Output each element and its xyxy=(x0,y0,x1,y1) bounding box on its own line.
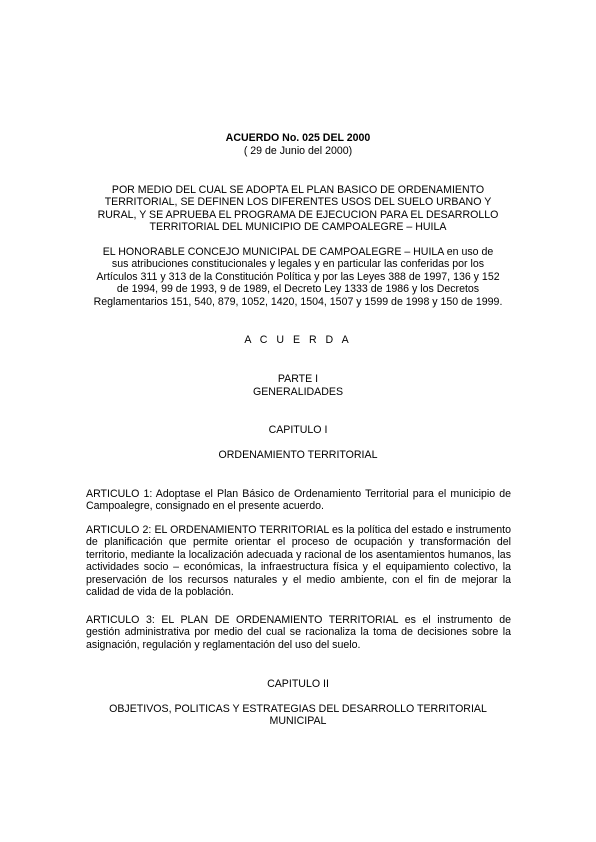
authority-line: sus atribuciones constitucionales y legales y en particular las conferidas por los xyxy=(111,258,485,271)
authority-line: EL HONORABLE CONCEJO MUNICIPAL DE CAMPOALEGRE – HUILA en uso de xyxy=(102,246,494,258)
purpose-statement xyxy=(72,184,524,234)
purpose-line: RURAL, Y SE APRUEBA EL PROGRAMA DE EJECUCION PARA EL DESARROLLO xyxy=(97,208,499,221)
chapter-2-number: CAPITULO II xyxy=(267,678,329,690)
chapter-1-number: CAPITULO I xyxy=(268,424,328,436)
authority-statement xyxy=(72,246,524,308)
purpose-line: POR MEDIO DEL CUAL SE ADOPTA EL PLAN BASICO DE ORDENAMIENTO xyxy=(111,184,485,196)
purpose-line: TERRITORIAL DEL MUNICIPIO DE CAMPOALEGRE – HUILA xyxy=(149,221,447,234)
part-number: PARTE I xyxy=(277,373,319,385)
article-3: ARTICULO 3: EL PLAN DE ORDENAMIENTO TERRITORIAL es el instrumento de gestión administrativa por medio del cual se racionaliza la toma de decisiones sobre la asignación, regulación y reglamentación del uso del suelo. xyxy=(86,614,511,651)
chapter-2-name-line: MUNICIPAL xyxy=(269,715,327,728)
authority-line: de 1994, 99 de 1993, 9 de 1989, el Decreto Ley 1333 de 1986 y los Decretos xyxy=(116,283,480,296)
purpose-line: TERRITORIAL, SE DEFINEN LOS DIFERENTES USOS DEL SUELO URBANO Y xyxy=(104,196,492,209)
article-1: ARTICULO 1: Adoptase el Plan Básico de Ordenamiento Territorial para el municipio de Campoalegre, consignado en el presente acuerdo. xyxy=(86,488,511,513)
chapter-1-name: ORDENAMIENTO TERRITORIAL xyxy=(218,449,378,461)
agreement-date: ( 29 de Junio del 2000) xyxy=(243,145,353,157)
authority-line: Artículos 311 y 313 de la Constitución Política y por las Leyes 388 de 1997, 136 y 152 xyxy=(96,270,500,283)
part-name: GENERALIDADES xyxy=(252,386,344,398)
chapter-2-name xyxy=(72,703,524,728)
acuerda-heading: A C U E R D A xyxy=(244,334,352,346)
article-2: ARTICULO 2: EL ORDENAMIENTO TERRITORIAL es la política del estado e instrumento de planificación que permite orientar el proceso de ocupación y transformación del territorio, mediante la localización adecuada y racional de los asentamientos humanos, las actividades socio – económicas, la infraestructura física y el equipamiento colectivo, la preservación de los recursos naturales y el medio ambiente, con el fin de mejorar la calidad de vida de la población. xyxy=(86,524,511,599)
agreement-title: ACUERDO No. 025 DEL 2000 xyxy=(225,132,371,144)
chapter-2-name-line: OBJETIVOS, POLITICAS Y ESTRATEGIAS DEL DESARROLLO TERRITORIAL xyxy=(109,703,487,715)
authority-line: Reglamentarios 151, 540, 879, 1052, 1420, 1504, 1507 y 1599 de 1998 y 150 de 1999. xyxy=(93,295,503,308)
